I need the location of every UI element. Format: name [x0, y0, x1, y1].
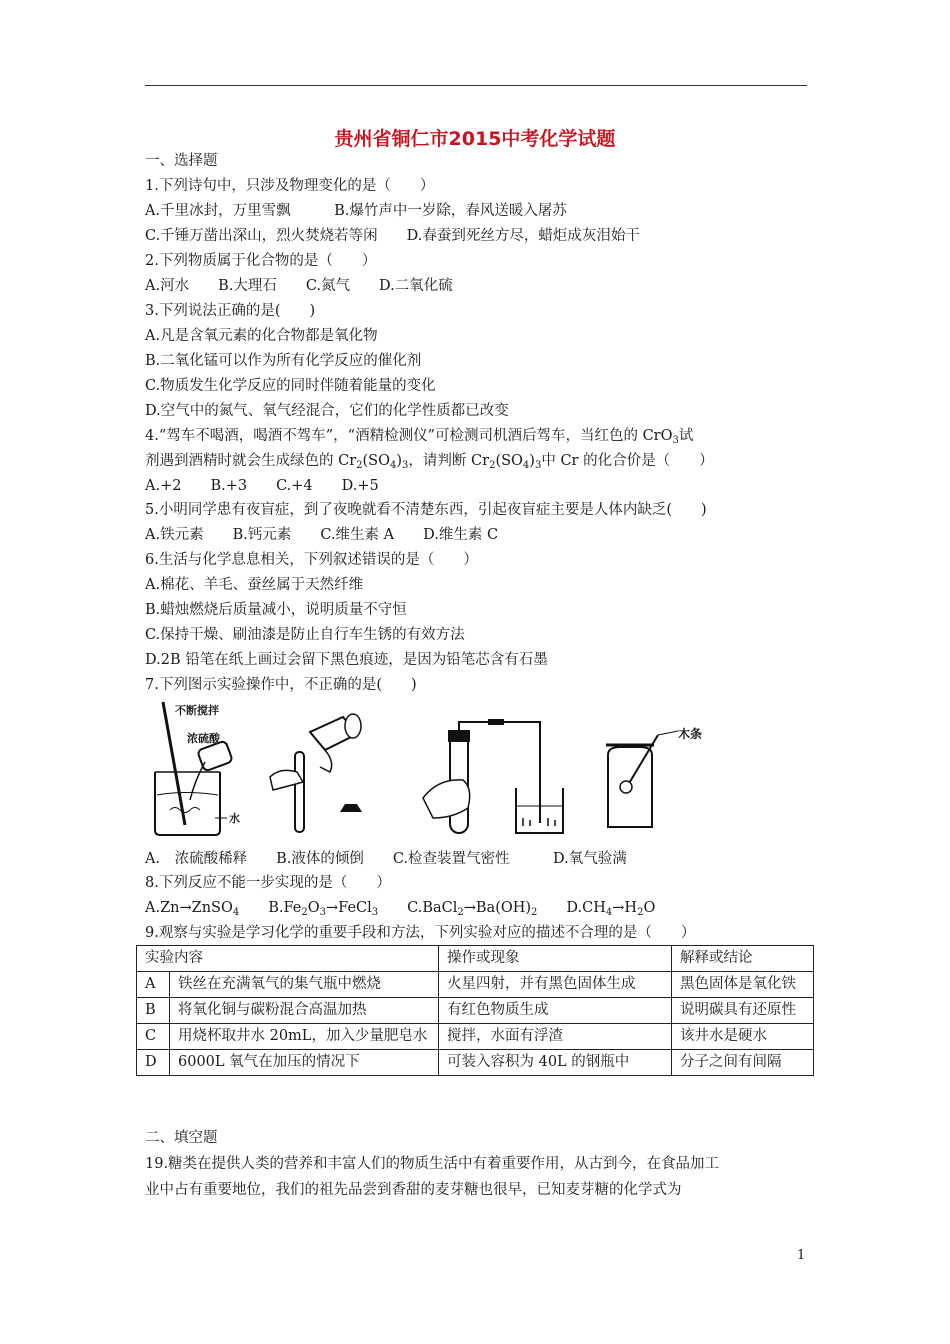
- q3-stem: 3.下列说法正确的是( ): [145, 303, 316, 319]
- q19-line1: 19.糖类在提供人类的营养和丰富人们的物质生活中有着重要作用，从古到今，在食品加工: [145, 1156, 720, 1172]
- q1-options-ab: A.千里冰封，万里雪飘 B.爆竹声中一岁除，春风送暖入屠苏: [145, 203, 567, 219]
- q7-stem: 7.下列图示实验操作中，不正确的是( ): [145, 677, 417, 693]
- row-label: B: [137, 998, 170, 1024]
- section-heading-choice: 一、选择题: [145, 153, 218, 169]
- row-label: A: [137, 972, 170, 998]
- table-row: [137, 1024, 814, 1050]
- header-conclusion: 解释或结论: [672, 946, 814, 972]
- q5-stem: 5.小明同学患有夜盲症，到了夜晚就看不清楚东西，引起夜盲症主要是人体内缺乏( ): [145, 502, 707, 518]
- q8-options: A.Zn→ZnSO$_4$ $B.Fe_2O_3\to FeCl_3$ $C.BaCl_2\to Ba(OH)_2$ $D.CH_4\to H_2O$: [145, 900, 656, 918]
- figure-airtightness-check: [418, 718, 568, 838]
- q2-stem: 2.下列物质属于化合物的是（ ）: [145, 253, 377, 269]
- q6-option-a: A.棉花、羊毛、蚕丝属于天然纤维: [145, 577, 364, 593]
- label-stir: 不断搅拌: [175, 704, 219, 717]
- q3-option-d: D.空气中的氮气、氧气经混合，它们的化学性质都已改变: [145, 403, 509, 419]
- row-operation: 可装入容积为 40L 的钢瓶中: [439, 1050, 672, 1076]
- row-operation: 火星四射，并有黑色固体生成: [439, 972, 672, 998]
- row-label: D: [137, 1050, 170, 1076]
- header-operation: 操作或现象: [439, 946, 672, 972]
- row-conclusion: 说明碳具有还原性: [672, 998, 814, 1024]
- label-stick: 木条: [678, 727, 703, 741]
- page-number: 1: [797, 1248, 806, 1263]
- table-row: [137, 998, 814, 1024]
- q1-stem: 1.下列诗句中，只涉及物理变化的是（ ）: [145, 178, 435, 194]
- row-content: 用烧杯取井水 20mL，加入少量肥皂水: [170, 1024, 439, 1050]
- q8-stem: 8.下列反应不能一步实现的是（ ）: [145, 875, 391, 891]
- q4-options: A.+2 B.+3 C.+4 D.+5: [145, 478, 379, 494]
- q6-option-c: C.保持干燥、刷油漆是防止自行车生锈的有效方法: [145, 627, 465, 643]
- q9-stem: 9.观察与实验是学习化学的重要手段和方法，下列实验对应的描述不合理的是（ ）: [145, 925, 696, 941]
- q5-options: A.铁元素 B.钙元素 C.维生素 A D.维生素 C: [145, 527, 499, 543]
- row-conclusion: 分子之间有间隔: [672, 1050, 814, 1076]
- q6-stem: 6.生活与化学息息相关，下列叙述错误的是（ ）: [145, 552, 478, 568]
- q4-stem-line1: 4.“驾车不喝酒，喝酒不驾车”，“酒精检测仪”可检测司机酒后驾车，当红色的 CrO$_3$试: [145, 428, 694, 446]
- table-header-row: [137, 946, 814, 972]
- figure-oxygen-test: [600, 725, 710, 835]
- label-acid: 浓硫酸: [187, 732, 220, 745]
- row-content: 将氧化铜与碳粉混合高温加热: [170, 998, 439, 1024]
- q6-option-b: B.蜡烛燃烧后质量减小，说明质量不守恒: [145, 602, 407, 618]
- page-title: 贵州省铜仁市2015中考化学试题: [334, 128, 616, 150]
- row-content: 铁丝在充满氧气的集气瓶中燃烧: [170, 972, 439, 998]
- q1-options-cd: C.千锤万凿出深山，烈火焚烧若等闲 D.春蚕到死丝方尽，蜡炬成灰泪始干: [145, 228, 640, 244]
- table-row: [137, 1050, 814, 1076]
- q6-option-d: D.2B 铅笔在纸上画过会留下黑色痕迹，是因为铅笔芯含有石墨: [145, 652, 548, 668]
- row-operation: 搅拌，水面有浮渣: [439, 1024, 672, 1050]
- row-operation: 有红色物质生成: [439, 998, 672, 1024]
- q4-stem-line2: 剂遇到酒精时就会生成绿色的 $Cr_2(SO_4)_3$，请判断 $Cr_2(SO_4)_3$中 Cr 的化合价是（ ）: [145, 453, 714, 471]
- q19-line2: 业中占有重要地位，我们的祖先品尝到香甜的麦芽糖也很早，已知麦芽糖的化学式为: [145, 1182, 682, 1198]
- label-water: 水: [229, 812, 240, 825]
- q3-option-c: C.物质发生化学反应的同时伴随着能量的变化: [145, 378, 436, 394]
- header-content: 实验内容: [137, 946, 439, 972]
- header-rule: [145, 85, 807, 86]
- q3-option-a: A.凡是含氧元素的化合物都是氧化物: [145, 328, 378, 344]
- row-content: 6000L 氧气在加压的情况下: [170, 1050, 439, 1076]
- figure-pouring-liquid: [265, 712, 375, 837]
- q9-table: [136, 945, 814, 1076]
- row-conclusion: 黑色固体是氧化铁: [672, 972, 814, 998]
- section-heading-fill: 二、填空题: [145, 1130, 218, 1146]
- q2-options: A.河水 B.大理石 C.氮气 D.二氧化硫: [145, 278, 453, 294]
- figure-acid-dilution: [145, 700, 255, 840]
- table-row: [137, 972, 814, 998]
- row-label: C: [137, 1024, 170, 1050]
- row-conclusion: 该井水是硬水: [672, 1024, 814, 1050]
- q3-option-b: B.二氧化锰可以作为所有化学反应的催化剂: [145, 353, 422, 369]
- q7-options: A. 浓硫酸稀释 B.液体的倾倒 C.检查装置气密性 D.氧气验满: [145, 851, 627, 867]
